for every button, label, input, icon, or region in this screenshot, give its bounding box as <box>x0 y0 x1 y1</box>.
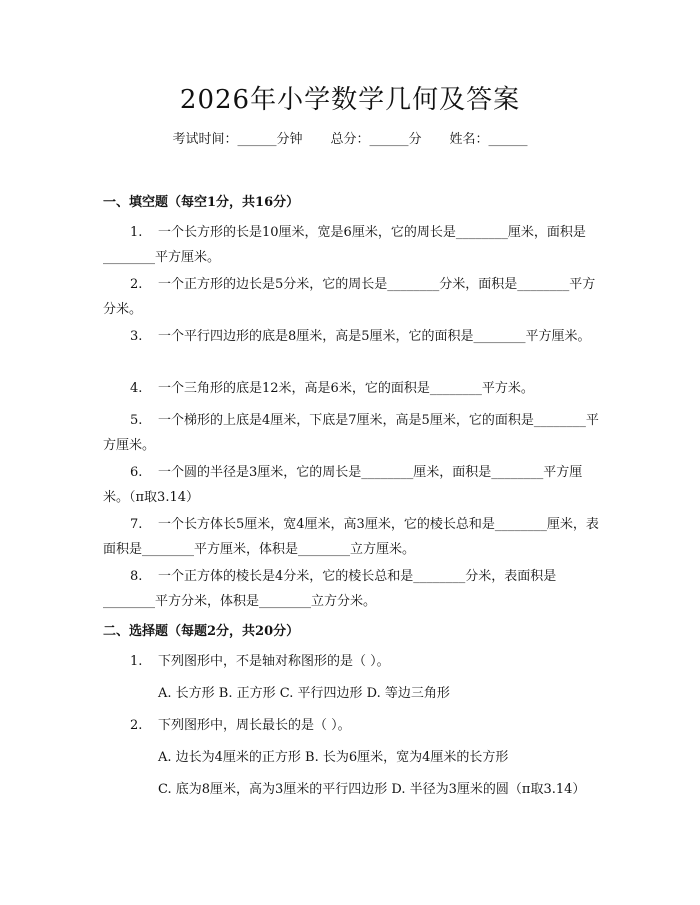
question-text: 一个三角形的底是12米，高是6米，它的面积是________平方米。 <box>158 381 534 396</box>
answer-options: A. 边长为4厘米的正方形 B. 长为6厘米，宽为4厘米的长方形 <box>158 750 509 765</box>
question-text: 一个梯形的上底是4厘米，下底是7厘米，高是5厘米，它的面积是________平方厘米。 <box>103 413 599 453</box>
question-text: 下列图形中，周长最长的是（ ）。 <box>158 718 351 733</box>
question-text: 一个平行四边形的底是8厘米，高是5厘米，它的面积是________平方厘米。 <box>158 329 591 344</box>
question-number: 2. <box>130 277 143 292</box>
question-item <box>103 512 600 562</box>
question-number: 1. <box>130 225 143 240</box>
question-text: 一个长方形的长是10厘米，宽是6厘米，它的周长是________厘米，面积是________平方厘米。 <box>103 225 586 265</box>
question-text: 下列图形中，不是轴对称图形的是（ ）。 <box>158 654 390 669</box>
question-item <box>103 376 600 401</box>
question-text: 一个圆的半径是3厘米，它的周长是________厘米，面积是________平方厘米。（π取3.14） <box>103 465 583 505</box>
exam-time-field: 考试时间：______分钟 <box>172 132 303 147</box>
question-item <box>103 272 600 322</box>
exam-info <box>0 129 700 151</box>
page-title: 2026年小学数学几何及答案 <box>179 85 521 115</box>
section-heading-multiple-choice: 二、选择题（每题2分，共20分） <box>103 624 300 639</box>
section-heading-fill-blank: 一、填空题（每空1分，共16分） <box>103 195 300 210</box>
question-item <box>103 408 600 458</box>
question-number: 1. <box>130 654 143 669</box>
question-number: 8. <box>130 569 143 584</box>
answer-options-text: C. 底为8厘米，高为3厘米的平行四边形 D. 半径为3厘米的圆（π取3.14） <box>158 782 586 797</box>
question-item <box>103 460 600 510</box>
answer-options-wrapped <box>103 777 600 802</box>
question-number: 2. <box>130 718 143 733</box>
question-item <box>103 324 600 349</box>
question-number: 6. <box>130 465 143 480</box>
question-item <box>103 649 600 674</box>
question-text: 一个正方形的边长是5分米，它的周长是________分米，面积是________平方分米。 <box>103 277 596 317</box>
question-number: 4. <box>130 381 143 396</box>
question-item <box>103 220 600 270</box>
question-number: 7. <box>130 517 143 532</box>
question-number: 3. <box>130 329 143 344</box>
question-number: 5. <box>130 413 143 428</box>
question-item <box>103 564 600 614</box>
answer-options: A. 长方形 B. 正方形 C. 平行四边形 D. 等边三角形 <box>158 686 450 701</box>
question-item <box>103 713 600 738</box>
total-score-field: 总分：______分 <box>330 132 422 147</box>
student-name-field: 姓名：______ <box>449 132 528 147</box>
question-text: 一个正方体的棱长是4分米，它的棱长总和是________分米，表面积是________平方分米，体积是________立方分米。 <box>103 569 557 609</box>
question-text: 一个长方体长5厘米，宽4厘米，高3厘米，它的棱长总和是________厘米，表面积是________平方厘米，体积是________立方厘米。 <box>103 517 599 557</box>
